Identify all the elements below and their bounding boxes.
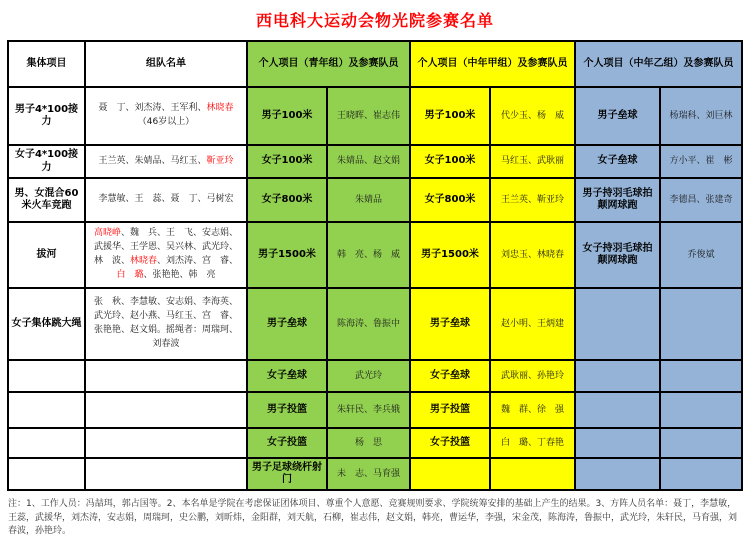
group-event-cell: 女子集体跳大绳 (8, 288, 85, 360)
middle-b-event-cell (575, 392, 660, 428)
group-roster-cell (85, 178, 247, 222)
header-group-event: 集体项目 (8, 41, 85, 87)
middle-b-names-cell: 乔俊斌 (660, 222, 742, 288)
middle-b-event-cell (575, 458, 660, 490)
header-youth-group: 个人项目（青年组）及参赛队员 (247, 41, 410, 87)
youth-names-cell: 朱婧品、赵文娟 (327, 145, 410, 178)
highlighted-name: 靳亚玲 (206, 155, 234, 166)
middle-a-names-cell: 刘忠玉、林晓春 (490, 222, 575, 288)
middle-b-names-cell (660, 288, 742, 360)
middle-a-names-cell: 武耿丽、孙艳玲 (490, 360, 575, 392)
table-row (8, 360, 742, 392)
table-row (8, 288, 742, 360)
roster-names: 张 秋、李慧敏、安志娟、李海英、武光玲、赵小燕、马红玉、宫 睿、张艳艳、赵文娟。摇绳者：周瑞珂、刘春波 (93, 297, 238, 349)
group-roster-cell (85, 288, 247, 360)
table-row (8, 428, 742, 458)
middle-a-names-cell: 赵小明、王炳建 (490, 288, 575, 360)
middle-a-event-cell: 男子垒球 (410, 288, 490, 360)
roster-names: 、魏 兵、王 飞、安志娟、武援华、王学恩、吴兴林、武光玲、林 波、 (93, 228, 239, 266)
middle-b-event-cell (575, 360, 660, 392)
middle-b-names-cell (660, 458, 742, 490)
group-event-cell: 女子4*100接力 (8, 145, 85, 178)
middle-b-names-cell (660, 428, 742, 458)
middle-b-event-cell (575, 428, 660, 458)
group-event-cell: 男、女混合60米火车竞跑 (8, 178, 85, 222)
middle-a-event-cell: 男子投篮 (410, 392, 490, 428)
middle-a-event-cell: 男子1500米 (410, 222, 490, 288)
youth-event-cell: 男子100米 (247, 87, 327, 145)
middle-a-event-cell: 女子投篮 (410, 428, 490, 458)
roster-names: 聂 丁、刘杰涛、王军利、 (98, 103, 207, 114)
roster-names: 、刘杰涛、宫 睿、 (157, 256, 239, 266)
middle-b-event-cell (575, 288, 660, 360)
middle-a-names-cell (490, 458, 575, 490)
table-body (8, 87, 742, 490)
highlighted-name: 林晓春 (206, 103, 234, 114)
middle-a-event-cell: 女子垒球 (410, 360, 490, 392)
group-roster-cell (85, 222, 247, 288)
youth-names-cell: 王晓晖、崔志伟 (327, 87, 410, 145)
group-event-cell (8, 392, 85, 428)
group-event-cell (8, 360, 85, 392)
middle-b-event-cell: 女子持羽毛球拍颠网球跑 (575, 222, 660, 288)
highlighted-name: 白 璐 (116, 269, 144, 280)
middle-a-names-cell: 魏 群、徐 强 (490, 392, 575, 428)
roster-table (7, 40, 743, 491)
footnote: 注：1、工作人员：冯喆珥，郭占国等。2、本名单是学院在考虑保证团体项目、尊重个人意愿、竞赛规则要求、学院统筹安排的基础上产生的结果。3、方阵人员名单：聂丁，李慧敏，王蕊，武援华，刘杰涛，安志娟，周瑞珂，史公鹏，刘昕炜，金阳群，刘天航，石柳，崔志伟，赵文娟，韩亮，曹运华，李强，宋金茂，陈海涛，鲁振中，武光玲，朱轩民，马育强，刘春波，孙艳玲。 (8, 499, 738, 536)
youth-event-cell: 女子800米 (247, 178, 327, 222)
roster-names: 李慧敏、王 蕊、聂 丁、弓树宏 (98, 194, 234, 205)
youth-event-cell: 女子100米 (247, 145, 327, 178)
roster-names: 、张艳艳、韩 亮 (143, 269, 216, 280)
middle-a-event-cell (410, 458, 490, 490)
table-row (8, 87, 742, 145)
youth-names-cell: 朱轩民、李兵娥 (327, 392, 410, 428)
middle-b-event-cell: 女子垒球 (575, 145, 660, 178)
youth-names-cell: 陈海涛、鲁振中 (327, 288, 410, 360)
middle-b-names-cell (660, 360, 742, 392)
group-roster-cell (85, 87, 247, 145)
middle-b-event-cell: 男子垒球 (575, 87, 660, 145)
youth-names-cell: 朱婧品 (327, 178, 410, 222)
table-row (8, 458, 742, 490)
group-roster-cell (85, 145, 247, 178)
youth-event-cell: 女子投篮 (247, 428, 327, 458)
middle-a-event-cell: 女子800米 (410, 178, 490, 222)
middle-b-names-cell: 李德昌、张建奇 (660, 178, 742, 222)
table-header-row (8, 41, 742, 87)
youth-event-cell: 女子垒球 (247, 360, 327, 392)
youth-names-cell: 武光玲 (327, 360, 410, 392)
youth-event-cell: 男子垒球 (247, 288, 327, 360)
middle-b-names-cell: 杨瑞科、刘巨林 (660, 87, 742, 145)
youth-event-cell: 男子1500米 (247, 222, 327, 288)
table-row (8, 222, 742, 288)
middle-b-names-cell: 方小平、崔 彬 (660, 145, 742, 178)
middle-a-names-cell: 白 璐、丁春艳 (490, 428, 575, 458)
highlighted-name: 林晓春 (129, 256, 157, 266)
middle-b-event-cell: 男子持羽毛球拍颠网球跑 (575, 178, 660, 222)
group-event-cell: 男子4*100接力 (8, 87, 85, 145)
header-middle-b-group: 个人项目（中年乙组）及参赛队员 (575, 41, 742, 87)
youth-names-cell: 韩 亮、杨 威 (327, 222, 410, 288)
group-roster-cell (85, 392, 247, 428)
middle-b-names-cell (660, 392, 742, 428)
table-row (8, 145, 742, 178)
group-event-cell (8, 458, 85, 490)
middle-a-names-cell: 代少玉、杨 威 (490, 87, 575, 145)
youth-names-cell: 杨 思 (327, 428, 410, 458)
group-event-cell: 拔河 (8, 222, 85, 288)
highlighted-name: 高晓峥 (93, 228, 121, 239)
youth-event-cell: 男子投篮 (247, 392, 327, 428)
roster-names: （46岁以上） (137, 117, 195, 127)
table-row (8, 392, 742, 428)
roster-names: 王兰英、朱婧品、马红玉、 (98, 155, 207, 166)
middle-a-names-cell: 王兰英、靳亚玲 (490, 178, 575, 222)
group-event-cell (8, 428, 85, 458)
middle-a-event-cell: 女子100米 (410, 145, 490, 178)
header-roster: 组队名单 (85, 41, 247, 87)
page-title: 西电科大运动会物光院参赛名单 (255, 11, 494, 30)
group-roster-cell (85, 458, 247, 490)
youth-event-cell: 男子足球绕杆射门 (247, 458, 327, 490)
header-middle-a-group: 个人项目（中年甲组）及参赛队员 (410, 41, 575, 87)
youth-names-cell: 未 志、马育强 (327, 458, 410, 490)
group-roster-cell (85, 428, 247, 458)
table-row (8, 178, 742, 222)
middle-a-event-cell: 男子100米 (410, 87, 490, 145)
group-roster-cell (85, 360, 247, 392)
middle-a-names-cell: 马红玉、武耿丽 (490, 145, 575, 178)
